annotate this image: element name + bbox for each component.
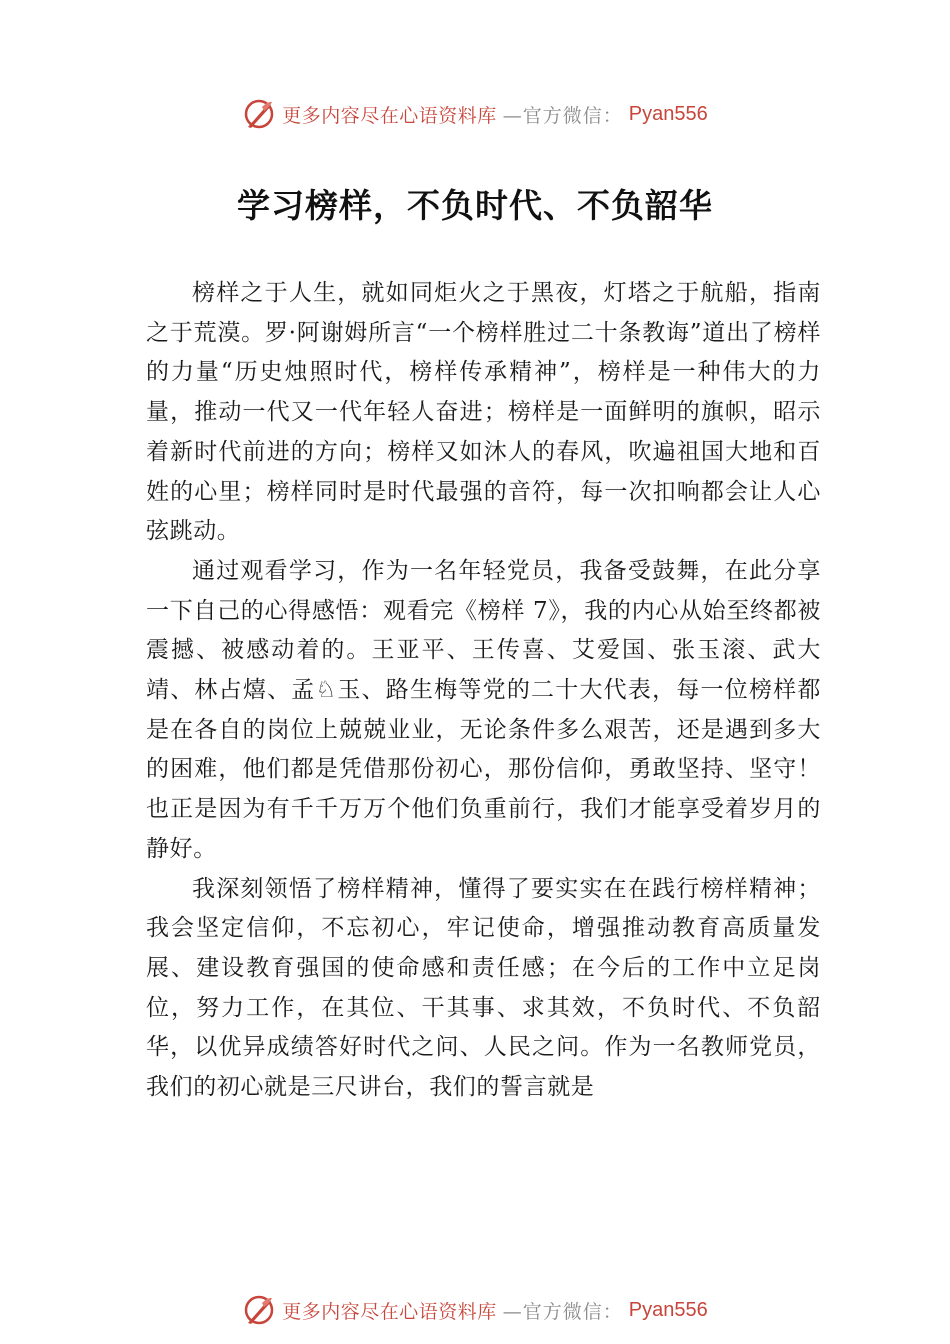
- document-body: [146, 274, 821, 1108]
- watermark-wechat-label: —官方微信：: [502, 104, 623, 127]
- quill-pen-logo-icon: [242, 97, 276, 131]
- watermark-site-text: 更多内容尽在心语资料库: [282, 1300, 497, 1323]
- footer-watermark: [0, 1290, 950, 1330]
- paragraph-3: 我深刻领悟了榜样精神，懂得了要实实在在践行榜样精神；我会坚定信仰，不忘初心，牢记使命，增强推动教育高质量发展、建设教育强国的使命感和责任感；在今后的工作中立足岗位，努力工作，在其位、干其事、求其效，不负时代、不负韶华，以优异成绩答好时代之问、人民之问。作为一名教师党员，我们的初心就是三尺讲台，我们的誓言就是: [146, 875, 821, 1101]
- document-title: 学习榜样，不负时代、不负韶华: [237, 186, 713, 225]
- quill-pen-logo-icon: [242, 1293, 276, 1327]
- header-watermark: [0, 94, 950, 134]
- paragraph-2: 通过观看学习，作为一名年轻党员，我备受鼓舞，在此分享一下自己的心得感悟：观看完《榜样 7》，我的内心从始至终都被震撼、被感动着的。王亚平、王传喜、艾爱国、张玉滚、武大靖、林占熺、孟♘玉、路生梅等党的二十大代表，每一位榜样都是在各自的岗位上兢兢业业，无论条件多么艰苦，还是遇到多大的困难，他们都是凭借那份初心，那份信仰，勇敢坚持、坚守！也正是因为有千千万万个他们负重前行，我们才能享受着岁月的静好。: [146, 557, 821, 862]
- watermark-site-text: 更多内容尽在心语资料库: [282, 104, 497, 127]
- watermark-wechat-label: —官方微信：: [502, 1300, 623, 1323]
- watermark-wechat-id: Pyan556: [628, 102, 708, 125]
- paragraph-1: 榜样之于人生，就如同炬火之于黑夜，灯塔之于航船，指南之于荒漠。罗·阿谢姆所言“一个榜样胜过二十条教诲”道出了榜样的力量“历史烛照时代，榜样传承精神”，榜样是一种伟大的力量，推动一代又一代年轻人奋进；榜样是一面鲜明的旗帜，昭示着新时代前进的方向；榜样又如沐人的春风，吹遍祖国大地和百姓的心里；榜样同时是时代最强的音符，每一次扣响都会让人心弦跳动。: [146, 280, 821, 545]
- watermark-wechat-id: Pyan556: [628, 1298, 708, 1321]
